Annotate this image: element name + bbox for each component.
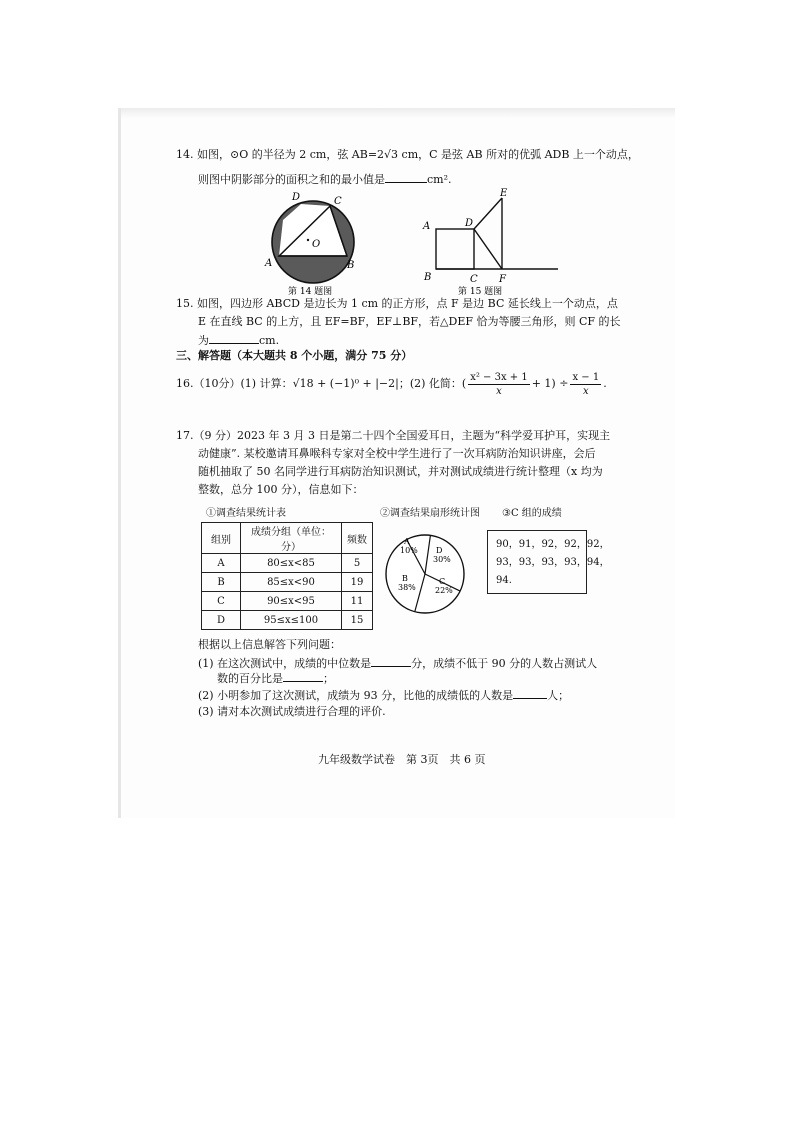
table-row	[202, 611, 373, 630]
q17-table-title: ①调查结果统计表	[206, 508, 286, 519]
q17-line3: 随机抽取了 50 名同学进行耳病防治知识测试，并对测试成绩进行统计整理（x 均为	[198, 465, 603, 478]
figure-14	[258, 188, 368, 300]
q17-pie-title: ②调查结果扇形统计图	[380, 508, 480, 519]
q17-sub1-text-a: (1) 在这次测试中，成绩的中位数是	[198, 657, 372, 670]
c-group-scores-box	[487, 530, 610, 594]
fig15-square-abcd	[436, 229, 474, 269]
fig15-label-c: C	[470, 274, 478, 285]
pie-percent-c: 22%	[435, 586, 453, 595]
q17-intro: 根据以上信息解答下列问题：	[198, 638, 341, 651]
pie-label-a: A	[404, 537, 410, 546]
fig14-center-point	[307, 239, 309, 241]
fig14-label-b: B	[347, 260, 355, 271]
q14-unit: cm².	[427, 173, 452, 186]
q17-sub2	[198, 687, 569, 704]
paper-shadow-left	[118, 108, 121, 818]
pie-percent-a: 10%	[400, 546, 418, 555]
q17-line2: 动健康”. 某校邀请耳鼻喉科专家对全校中学生进行了一次耳病防治知识讲座，会后	[198, 447, 596, 460]
q17-sub1-text-c: 数的百分比是	[217, 672, 283, 685]
q17-sub3: (3) 请对本次测试成绩进行合理的评价.	[198, 705, 386, 718]
table-cell-group: C	[202, 592, 241, 611]
q15-unit: cm.	[259, 334, 280, 347]
fig15-label-f: F	[499, 274, 506, 285]
table-row	[202, 573, 373, 592]
pie-label-d: D	[436, 546, 443, 555]
fig15-label-b: B	[424, 272, 432, 283]
q16-fraction-2	[570, 371, 601, 398]
table-header-row	[202, 523, 373, 554]
score-pie-chart	[380, 528, 480, 618]
table-row	[202, 592, 373, 611]
q17-line4: 整数，总分 100 分），信息如下：	[198, 483, 364, 496]
q16-line	[176, 369, 607, 399]
pie-label-b: B	[402, 574, 408, 583]
q16-expression-1: √18 + (−1)⁰ + |−2|	[292, 377, 399, 390]
fig15-segment-df	[474, 229, 502, 269]
q15-line2: E 在直线 BC 的上方，且 EF=BF，EF⊥BF，若△DEF 恰为等腰三角形，则 CF 的长	[198, 315, 621, 328]
table-row	[202, 554, 373, 573]
section-3-heading: 三、解答题（本大题共 8 个小题，满分 75 分）	[176, 349, 413, 362]
q14-text-part-a: 则图中阴影部分的面积之和的最小值是	[198, 173, 385, 186]
q15-line3	[198, 332, 279, 349]
table-cell-frequency: 5	[342, 554, 373, 573]
q16-part2-label: ；(2) 化简：	[398, 377, 462, 390]
q14-number: 14.	[176, 148, 194, 161]
q16-fraction-1-denominator: x	[496, 385, 502, 397]
q17-sub1-text-b: 分，成绩不低于 90 分的人数占测试人	[411, 657, 598, 670]
q17-median-blank[interactable]	[371, 655, 411, 667]
table-cell-range: 80≤x<85	[241, 554, 342, 573]
fig14-label-a: A	[265, 258, 273, 269]
table-cell-range: 85≤x<90	[241, 573, 342, 592]
fig14-label-c: C	[334, 196, 342, 207]
table-cell-frequency: 11	[342, 592, 373, 611]
statistics-table	[201, 522, 373, 630]
q16-fraction-2-denominator: x	[582, 385, 589, 397]
table-cell-range: 95≤x≤100	[241, 611, 342, 630]
fig15-label-e: E	[500, 188, 508, 199]
paper-shadow-top	[120, 108, 675, 118]
fig14-label-d: D	[292, 192, 301, 203]
q17-line1: 17.（9 分）2023 年 3 月 3 日是第二十四个全国爱耳日，主题为“科学爱耳护耳，实现主	[176, 429, 611, 442]
figure-15	[418, 186, 560, 300]
table-header-frequency: 频数	[342, 523, 373, 554]
q14-line2	[198, 171, 452, 188]
q17-percentage-blank[interactable]	[283, 670, 323, 682]
fig14-label-o: O	[312, 239, 321, 250]
q17-sub2-text-b: 人；	[547, 689, 570, 702]
q16-open-paren: (	[461, 377, 467, 390]
q15-text-part-a: 为	[198, 334, 209, 347]
table-cell-group: B	[202, 573, 241, 592]
table-header-group: 组别	[202, 523, 241, 554]
fig15-segment-de	[474, 198, 502, 229]
table-cell-group: A	[202, 554, 241, 573]
q14-text: 如图，⊙O 的半径为 2 cm，弦 AB=2√3 cm，C 是弦 AB 所对的优弧 ADB 上一个动点，	[197, 148, 639, 161]
q16-middle: + 1) ÷	[531, 377, 569, 390]
q17-sub1-line2	[217, 670, 334, 687]
fig15-label-d: D	[465, 218, 474, 229]
q17-count-blank[interactable]	[513, 687, 547, 699]
q15-answer-blank[interactable]	[209, 332, 259, 344]
q17-sub2-text-a: (2) 小明参加了这次测试，成绩为 93 分，比他的成绩低的人数是	[198, 689, 514, 702]
pie-label-c: C	[439, 577, 446, 586]
table-header-score-range: 成绩分组（单位：分）	[241, 523, 342, 554]
table-cell-frequency: 19	[342, 573, 373, 592]
q15-line1: 15. 如图，四边形 ABCD 是边长为 1 cm 的正方形，点 F 是边 BC 延长线上一个动点，点	[176, 297, 618, 310]
c-scores-line2: 93，93，93，93，94，	[496, 557, 610, 568]
fig14-caption: 第 14 题图	[288, 287, 333, 297]
q16-fraction-1-numerator: x² − 3x + 1	[470, 371, 528, 383]
table-cell-frequency: 15	[342, 611, 373, 630]
q16-fraction-1	[468, 371, 530, 398]
c-scores-line3: 94.	[496, 575, 512, 586]
fig15-label-a: A	[423, 221, 431, 232]
q17-c-group-title: ③C 组的成绩	[502, 508, 562, 519]
pie-percent-b: 38%	[398, 583, 416, 592]
c-scores-line1: 90，91，92，92，92，	[496, 539, 610, 550]
pie-percent-d: 30%	[433, 555, 451, 564]
q17-sub1-text-d: ；	[323, 672, 334, 685]
q14-line1	[176, 147, 639, 163]
q16-fraction-2-numerator: x − 1	[572, 371, 600, 383]
q16-intro: 16.（10分）(1) 计算：	[176, 377, 293, 390]
table-cell-range: 90≤x<95	[241, 592, 342, 611]
q14-answer-blank[interactable]	[385, 171, 427, 183]
fig15-caption: 第 15 题图	[458, 287, 503, 297]
q16-end: .	[603, 377, 607, 390]
table-cell-group: D	[202, 611, 241, 630]
page-footer: 九年级数学试卷 第 3页 共 6 页	[318, 753, 486, 766]
